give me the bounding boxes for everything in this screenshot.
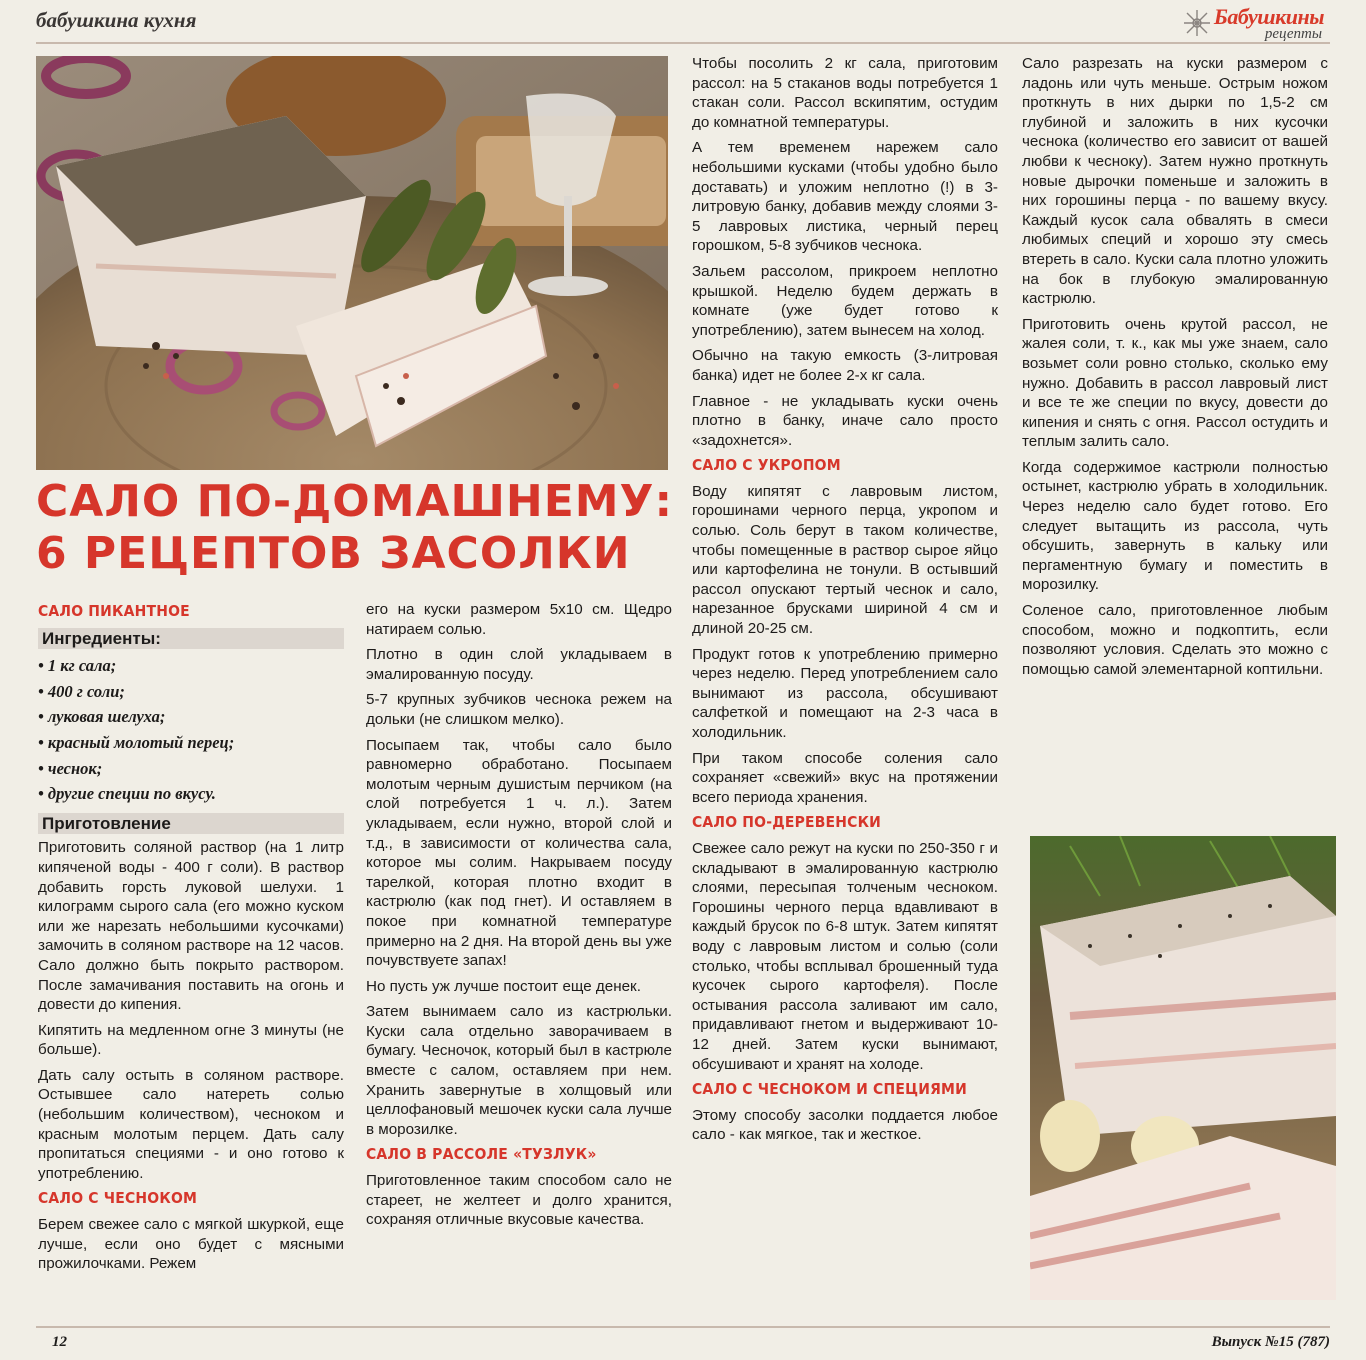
paragraph: Когда содержимое кастрюли полностью остынет, кастрюлю убрать в холодильник. Через неделю сало будет готово. Его следует вытащить из рассола, чуть обсушить, завернуть в кальку или пергаментную бумагу и поместить в морозилку. (1022, 458, 1328, 594)
paragraph: Приготовить очень крутой рассол, не жалея соли, т. к., как мы уже знаем, сало возьмет соли ровно столько, сколько ему нужно. Добавить в рассол лавровый лист и все те же специи по вкусу, довести до кипения и снять с огня. Рассол остудить и теплым залить сало. (1022, 315, 1328, 451)
paragraph: А тем временем нарежем сало небольшими кусками (чтобы удобно было доставать) и уложим неплотно (!) в 3-литровую банку, добавив между слоями 3-5 лавровых листика, черный перец горошком, 5-8 зубчиков чеснока. (692, 139, 998, 255)
headline-line2: 6 РЕЦЕПТОВ ЗАСОЛКИ (36, 528, 631, 579)
paragraph: Свежее сало режут на куски по 250-350 г и складывают в эмалированную кастрюлю слоями, пересыпая толченым чесноком. Горошины черного перца вдавливают в каждый брусок по 6-8 штук. Затем кипятят воду с лавровым листом и солью (соли столько, чтобы всплывал брошенный туда кусочек сырого картофеля). После остывания рассола заливают им сало, придавливают гнетом и выдерживают 10-12 дней. Затем куски вынимают, обсушивают и хранят на холоде. (692, 839, 998, 1073)
ingredients-list (38, 653, 344, 807)
paragraph: 5-7 крупных зубчиков чеснока режем на дольки (не слишком мелко). (366, 691, 672, 728)
paragraph: Дать салу остыть в соляном растворе. Остывшее сало натереть солью (небольшим количеством), чесноком и красным молотым перцем. Дать салу пропитаться специями - и оно готово к употреблению. (38, 1066, 344, 1182)
subhead-salo-s-chesnokom: САЛО С ЧЕСНОКОМ (38, 1189, 198, 1208)
paragraph: Посыпаем так, чтобы сало было равномерно обработано. Посыпаем молотым черным душистым перчиком (на слой потребуется 1 ч. л.). Затем укладываем, если нужно, второй слой и т.д., в зависимости от количества сала, которое мы солим. Накрываем посуду тарелкой, которая плотно входит в кастрюлю (как под гнет). И оставляем в покое при комнатной температуре примерно на 2 дня. На второй день вы уже почувствуете запах! (366, 736, 672, 970)
ingredient-item: • красный молотый перец; (38, 732, 235, 752)
side-photo (1030, 836, 1336, 1300)
paragraph: Обычно на такую емкость (3-литровая банка) идет не более 2-х кг сала. (692, 347, 998, 384)
main-photo (36, 56, 668, 470)
brand-logo (1180, 4, 1330, 44)
paragraph: Кипятить на медленном огне 3 минуты (не больше). (38, 1021, 344, 1059)
paragraph: Плотно в один слой укладываем в эмалированную посуду. (366, 646, 672, 683)
paragraph: Затем вынимаем сало из кастрюльки. Куски сала отдельно заворачиваем в бумагу. Чесночок, который был в кастрюле вместе с салом, оставляем при нем. Хранить завернутые в холщовый или целлофановый мешочек куски сала лучше в морозилке. (366, 1003, 672, 1138)
preparation-label: Приготовление (38, 813, 344, 835)
paragraph: Продукт готов к употреблению примерно через неделю. Перед употреблением сало вынимают из рассола, обсушивают салфеткой и помещают на 2-3 часа в холодильник. (692, 645, 998, 741)
snowflake-icon (1182, 8, 1212, 38)
paragraph: Чтобы посолить 2 кг сала, приготовим рассол: на 5 стаканов воды потребуется 1 стакан соли. Рассол вскипятим, остудим до комнатной температуры. (692, 55, 998, 131)
headline-line1: САЛО ПО-ДОМАШНЕМУ: (36, 476, 674, 527)
column-1 (38, 600, 344, 1280)
paragraph: его на куски размером 5х10 см. Щедро натираем солью. (366, 601, 672, 638)
headline (36, 476, 676, 580)
paragraph: Приготовленное таким способом сало не стареет, не желтеет и долго хранится, сохраняя отличные вкусовые качества. (366, 1172, 672, 1229)
paragraph: Но пусть уж лучше постоит еще денек. (366, 977, 641, 995)
page-number: 12 (52, 1334, 67, 1350)
brand-name: Бабушкины (1213, 4, 1324, 29)
header-divider (36, 42, 1330, 44)
paragraph: Главное - не укладывать куски очень плотно в банку, иначе сало просто «задохнется». (692, 392, 998, 449)
footer-divider (36, 1326, 1330, 1328)
section-name: бабушкина кухня (36, 8, 197, 32)
paragraph: Зальем рассолом, прикроем неплотно крышкой. Неделю будем держать в комнате (уже будет готово к употреблению), затем вынесем на холод. (692, 262, 998, 339)
column-2 (366, 600, 672, 1236)
paragraph: Приготовить соляной раствор (на 1 литр кипяченой воды - 400 г соли). В раствор добавить горсть луковой шелухи. 1 килограмм сырого сала (его можно куском или же нарезать небольшими кусочками) замочить в соляном растворе на 12 часов. Сало должно быть покрыто раствором. После замачивания поставить на огонь и довести до кипения. (38, 839, 344, 1014)
ingredient-item: • чеснок; (38, 758, 103, 778)
ingredient-item: • 400 г соли; (38, 681, 125, 701)
ingredient-item: • другие специи по вкусу. (38, 784, 216, 804)
subhead-salo-s-chesnokom-i-speciyami: САЛО С ЧЕСНОКОМ И СПЕЦИЯМИ (692, 1080, 967, 1099)
column-4 (1022, 54, 1328, 685)
subhead-salo-po-derevenski: САЛО ПО-ДЕРЕВЕНСКИ (692, 813, 882, 832)
issue-number: Выпуск №15 (787) (1211, 1334, 1330, 1350)
ingredients-label: Ингредиенты: (38, 628, 344, 650)
subhead-salo-pikantnoe: САЛО ПИКАНТНОЕ (38, 602, 190, 620)
paragraph: Соленое сало, приготовленное любым способом, можно и подкоптить, если позволяют условия. Сделать это можно с помощью самой элементарной коптильни. (1022, 602, 1328, 678)
column-3 (692, 54, 998, 1151)
brand-subtitle: рецепты (1264, 26, 1322, 42)
subhead-salo-s-ukropom: САЛО С УКРОПОМ (692, 456, 841, 475)
paragraph: При таком способе соления сало сохраняет «свежий» вкус на протяжении всего периода хранения. (692, 749, 998, 806)
paragraph: Этому способу засолки поддается любое сало - как мягкое, так и жесткое. (692, 1106, 998, 1144)
paragraph: Берем свежее сало с мягкой шкуркой, еще лучше, если оно будет с мясными прожилочками. Режем (38, 1216, 344, 1273)
ingredient-item: • 1 кг сала; (38, 656, 117, 676)
paragraph: Воду кипятят с лавровым листом, горошинами черного перца, укропом и солью. Соль берут в таком количестве, чтобы помещенные в раствор сырое яйцо или картофелина не тонули. В остывший рассол опускают тертый чеснок и сало, нарезанное брусками шириной 4 см и длиной 20-25 см. (692, 482, 998, 638)
paragraph: Сало разрезать на куски размером с ладонь или чуть меньше. Острым ножом проткнуть в них дырки по 1,5-2 см глубиной и заложить в них кусочки чеснока (количество его зависит от вашей любви к чесноку). Затем нужно проткнуть новые дырочки поменьше и заложить в них горошины перца - по вашему вкусу. Каждый кусок сала обвалять в смеси любимых специй и хорошо эту смесь втереть в сало. Куски сала плотно уложить на бок в глубокую эмалированную кастрюлю. (1022, 55, 1328, 308)
subhead-salo-v-rassole: САЛО В РАССОЛЕ «ТУЗЛУК» (366, 1145, 597, 1164)
ingredient-item: • луковая шелуха; (38, 707, 166, 727)
